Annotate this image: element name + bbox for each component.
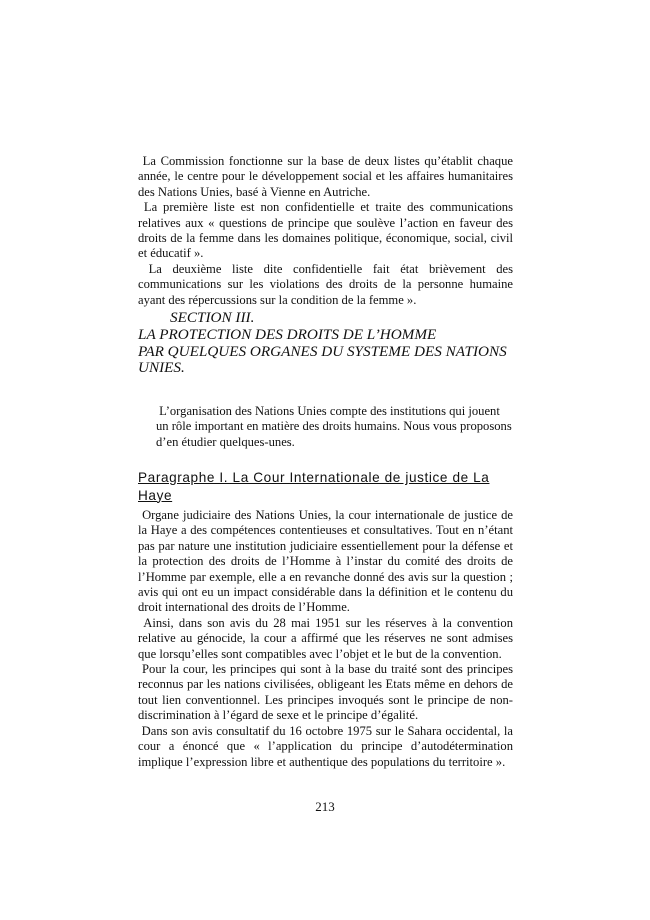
intro-paragraph: L’organisation des Nations Unies compte des institutions qui jouent un rôle important en matière des droits humains. Nous vous proposons d’en étudier quelques-unes. xyxy=(156,404,512,449)
section-number: SECTION III. xyxy=(170,309,255,326)
section-title-line: LA PROTECTION DES DROITS DE L’HOMME xyxy=(138,325,437,343)
paragraph: Dans son avis consultatif du 16 octobre 1975 sur le Sahara occidental, la cour a énoncé que « l’application du principe d’autodétermination implique l’expression libre et authentique des populations du territoire ». xyxy=(138,723,513,769)
top-paragraphs xyxy=(138,154,513,308)
section-title-line: PAR QUELQUES ORGANES DU SYSTEME DES NATIONS UNIES. xyxy=(138,342,507,377)
page-number: 213 xyxy=(315,799,335,814)
paragraph: Organe judiciaire des Nations Unies, la cour internationale de justice de la Haye a des compétences contentieuses et consultatives. Tout en n’étant pas par nature une institution judiciaire essentiellement pour la défense et la protection des droits de l’Homme à l’instar du comité des droits de l’Homme par exemple, elle a en revanche donné des avis sur la question ; avis qui ont eu un impact considérable dans la définition et le contenu du droit international des droits de l’Homme. xyxy=(138,508,513,615)
section-intro xyxy=(156,404,513,450)
paragraph: La Commission fonctionne sur la base de deux listes qu’établit chaque année, le centre pour le développement social et les affaires humanitaires des Nations Unies, basé à Vienne en Autriche. xyxy=(138,154,513,199)
paragraph: Pour la cour, les principes qui sont à la base du traité sont des principes reconnus par les nations civilisées, obligeant les Etats même en dehors de tout lien conventionnel. Les principes invoqués sont le principe de non-discrimination à l’égard de sexe et le principe d’égalité. xyxy=(138,662,513,723)
paragraph: La première liste est non confidentielle et traite des communications relatives aux « questions de principe que soulève l’action en faveur des droits de la femme dans les domaines politique, économique, social, civil et éducatif ». xyxy=(138,200,513,261)
paragraph: Ainsi, dans son avis du 28 mai 1951 sur les réserves à la convention relative au génocide, la cour a affirmé que les réserves ne sont admises que lorsqu’elles sont compatibles avec l’objet et le but de la convention. xyxy=(138,615,513,661)
paragraph-heading: Paragraphe I. La Cour Internationale de justice de La Haye xyxy=(138,470,490,503)
body-paragraphs xyxy=(138,508,513,770)
paragraph: La deuxième liste dite confidentielle fait état brièvement des communications sur les violations des droits de la personne humaine ayant des répercussions sur la condition de la femme ». xyxy=(138,261,513,307)
section-heading xyxy=(138,310,513,377)
